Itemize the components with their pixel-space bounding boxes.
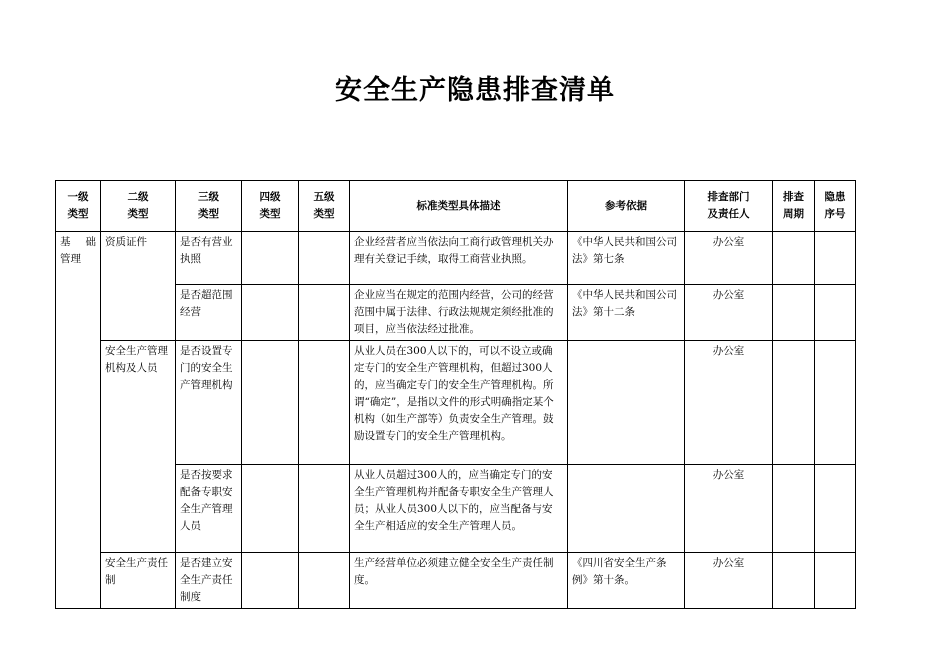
basis-cell — [568, 465, 685, 553]
level4-cell — [242, 465, 299, 553]
basis-cell: 《四川省安全生产条例》第十条。 — [568, 553, 685, 609]
period-cell — [773, 285, 815, 341]
header-level4: 四级 类型 — [242, 181, 299, 232]
header-basis: 参考依据 — [568, 181, 685, 232]
description-cell: 企业应当在规定的范围内经营，公司的经营范围中属于法律、行政法规规定须经批准的项目，应当依法经过批准。 — [350, 285, 568, 341]
period-cell — [773, 553, 815, 609]
dept-cell: 办公室 — [685, 553, 773, 609]
basis-cell — [568, 341, 685, 465]
seq-cell — [815, 232, 856, 285]
level3-cell: 是否超范围经营 — [176, 285, 242, 341]
level5-cell — [299, 232, 350, 285]
level2-cell: 安全生产责任制 — [101, 553, 176, 609]
dept-cell: 办公室 — [685, 232, 773, 285]
header-seq: 隐患 序号 — [815, 181, 856, 232]
description-cell: 从业人员在300人以下的，可以不设立或确定专门的安全生产管理机构，但超过300人的，应当确定专门的安全生产管理机构。所谓“确定”，是指以文件的形式明确指定某个机构（如生产部等）负责安全生产管理。鼓励设置专门的安全生产管理机构。 — [350, 341, 568, 465]
seq-cell — [815, 465, 856, 553]
hazard-checklist-table — [55, 180, 856, 609]
header-level3: 三级 类型 — [176, 181, 242, 232]
header-level5: 五级 类型 — [299, 181, 350, 232]
description-cell: 生产经营单位必须建立健全安全生产责任制度。 — [350, 553, 568, 609]
document-title: 安全生产隐患排查清单 — [335, 75, 615, 106]
header-dept: 排查部门 及责任人 — [685, 181, 773, 232]
dept-cell: 办公室 — [685, 465, 773, 553]
table-row — [56, 232, 856, 285]
description-cell: 企业经营者应当依法向工商行政管理机关办理有关登记手续，取得工商营业执照。 — [350, 232, 568, 285]
table-row — [56, 553, 856, 609]
level3-cell: 是否按要求配备专职安全生产管理人员 — [176, 465, 242, 553]
level5-cell — [299, 341, 350, 465]
level5-cell — [299, 465, 350, 553]
level5-cell — [299, 553, 350, 609]
header-description: 标准类型具体描述 — [350, 181, 568, 232]
table-header-row — [56, 181, 856, 232]
period-cell — [773, 465, 815, 553]
level4-cell — [242, 553, 299, 609]
seq-cell — [815, 285, 856, 341]
dept-cell: 办公室 — [685, 341, 773, 465]
level5-cell — [299, 285, 350, 341]
seq-cell — [815, 553, 856, 609]
period-cell — [773, 341, 815, 465]
level2-cell: 资质证件 — [101, 232, 176, 341]
period-cell — [773, 232, 815, 285]
level4-cell — [242, 232, 299, 285]
header-period: 排查 周期 — [773, 181, 815, 232]
basis-cell: 《中华人民共和国公司法》第十二条 — [568, 285, 685, 341]
level4-cell — [242, 285, 299, 341]
table-row — [56, 465, 856, 553]
level3-cell: 是否建立安全生产责任制度 — [176, 553, 242, 609]
level3-cell: 是否有营业执照 — [176, 232, 242, 285]
level4-cell — [242, 341, 299, 465]
level2-cell: 安全生产管理机构及人员 — [101, 341, 176, 553]
header-level1: 一级 类型 — [56, 181, 101, 232]
basis-cell: 《中华人民共和国公司法》第七条 — [568, 232, 685, 285]
description-cell: 从业人员超过300人的，应当确定专门的安全生产管理机构并配备专职安全生产管理人员；从业人员300人以下的，应当配备与安全生产相适应的安全生产管理人员。 — [350, 465, 568, 553]
seq-cell — [815, 341, 856, 465]
table-row — [56, 341, 856, 465]
dept-cell: 办公室 — [685, 285, 773, 341]
level1-cell: 基 础 管理 — [56, 232, 101, 609]
header-level2: 二级 类型 — [101, 181, 176, 232]
level3-cell: 是否设置专门的安全生产管理机构 — [176, 341, 242, 465]
table-row — [56, 285, 856, 341]
